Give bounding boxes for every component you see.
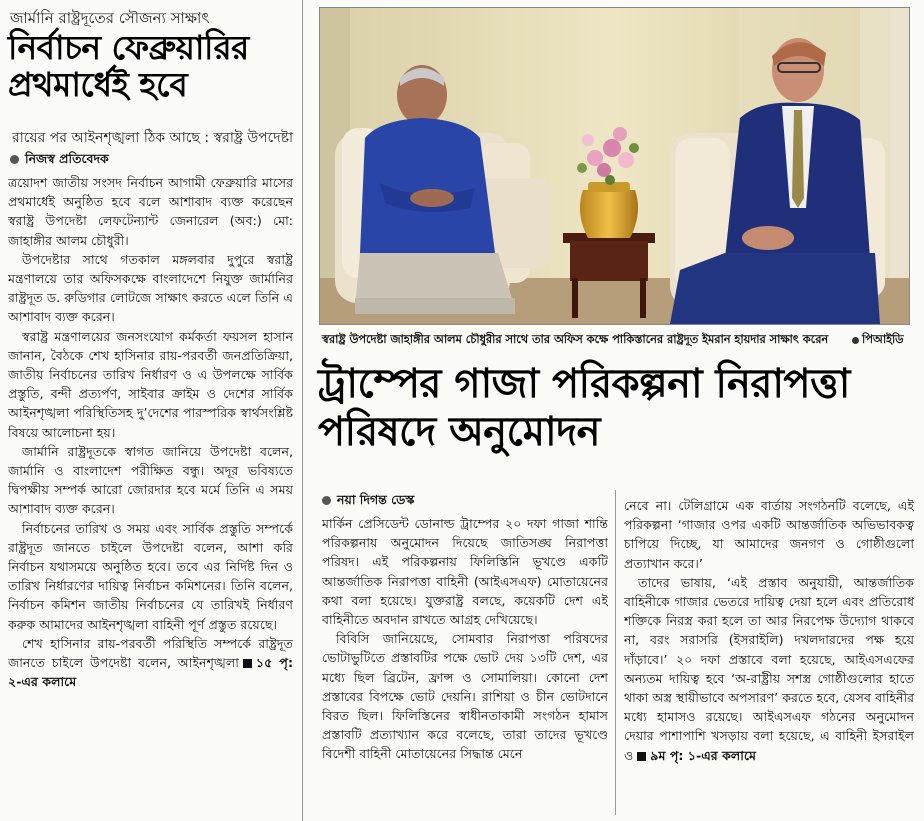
photo-illustration: [320, 8, 909, 324]
left-kicker: জার্মানি রাষ্ট্রদূতের সৌজন্য সাক্ষাৎ: [10, 9, 210, 27]
left-byline-text: নিজস্ব প্রতিবেদক: [25, 151, 109, 166]
left-paragraph-2: উপদেষ্টার সাথে গতকাল মঙ্গলবার দুপুরে স্বরাষ্ট্র মন্ত্রণালয়ে তার অফিসকক্ষে বাংলাদেশে নিযুক্ত জার্মানির রাষ্ট্রদূত ড. রুডিগার লোটজে সাক্ষাৎ করতে এলে তিনি এ আশাবাদ ব্যক্ত করেন।: [8, 251, 293, 325]
right-byline: [322, 492, 414, 512]
left-headline: [8, 30, 300, 104]
byline-bullet-icon: [10, 155, 19, 164]
photo-credit: [852, 331, 904, 350]
byline-bullet-icon-2: [322, 496, 331, 505]
left-jump-text: ১৫ পৃ: ২-এর কলামে: [8, 655, 293, 690]
right-jump-line: [633, 748, 756, 763]
left-paragraph-5: নির্বাচনের তারিখ ও সময় এবং সার্বিক প্রস্তুতি সম্পর্কে রাষ্ট্রদূত জানতে চাইলে উপদেষ্টা বলেন, আশা করি নির্বাচন যথাসময়ে অনুষ্ঠিত হবে। তবে এর নির্দিষ্ট দিন ও তারিখ নির্ধারণের দায়িত্ব নির্বাচন কমিশনের। তিনি বলেন, নির্বাচন কমিশন জাতীয় নির্বাচনের যে তারিখই নির্ধারণ করুক আমাদের আইনশৃঙ্খলা বাহিনী পূর্ণ প্রস্তুত রয়েছে।: [8, 520, 293, 632]
left-paragraph-4: জার্মানি রাষ্ট্রদূতকে স্বাগত জানিয়ে উপদেষ্টা বলেন, জার্মানি ও বাংলাদেশ পরীক্ষিত বন্ধু। অদূর ভবিষ্যতে দ্বিপক্ষীয় সম্পর্ক আরো জোরদার হবে মর্মে তিনি এ সময় আশাবাদ ব্যক্ত করেন।: [8, 443, 293, 517]
right-body-col2: [624, 496, 914, 816]
right-col2-paragraph-2: [624, 573, 914, 765]
jump-square-icon-2: [637, 752, 646, 761]
right-headline-line1: ট্রাম্পের গাজা পরিকল্পনা নিরাপত্তা: [318, 361, 850, 407]
news-photo: [319, 7, 910, 325]
right-col2-paragraph-1: নেবে না। টেলিগ্রামে এক বার্তায় সংগঠনটি বলেছে, এই পরিকল্পনা ‘গাজার ওপর একটি আন্তর্জাতিক অভিভাবকত্ব চাপিয়ে দিচ্ছে, যা আমাদের জনগণ ও গোষ্ঠীগুলো প্রত্যাখান করে।’: [624, 498, 914, 571]
left-headline-line1: নির্বাচন ফেব্রুয়ারির: [8, 28, 249, 67]
left-byline: [10, 151, 109, 171]
photo-credit-text: পিআইডি: [862, 333, 904, 346]
left-body: [8, 173, 293, 818]
right-byline-text: নয়া দিগন্ত ডেস্ক: [337, 492, 415, 507]
left-paragraph-3: স্বরাষ্ট্র মন্ত্রণালয়ের জনসংযোগ কর্মকর্তা ফয়সল হাসান জানান, বৈঠকে শেখ হাসিনার রায়-পরবর্তী জনপ্রতিক্রিয়া, জাতীয় নির্বাচনের তারিখ নির্ধারণ ও এ উপলক্ষে সার্বিক প্রস্তুতি, বন্দী প্রত্যর্পণ, সাইবার ক্রাইম ও দেশের সার্বিক আইনশৃঙ্খলা পরিস্থিতিসহ দু’দেশের পারস্পরিক স্বার্থসংশ্লিষ্ট বিষয়ে আলোচনা হয়।: [8, 328, 293, 440]
left-subhead: রায়ের পর আইনশৃঙ্খলা ঠিক আছে : স্বরাষ্ট্র উপদেষ্টা: [12, 130, 294, 146]
right-col1-paragraph-2: বিবিসি জানিয়েছে, সোমবার নিরাপত্তা পরিষদের ভোটাভুটিতে প্রস্তাবটির পক্ষে ভোট দেয় ১৩টি দেশ, এর মধ্যে ছিল ব্রিটেন, ফ্রান্স ও সোমালিয়া। কোনো দেশ প্রস্তাবের বিপক্ষে ভোট দেয়নি। রাশিয়া ও চীন ভোটদানে বিরত ছিল। ফিলিস্তিনের স্বাধীনতাকামী সংগঠন হামাস প্রস্তাবটি প্রত্যাখ্যান করে বলেছে, তারা তাদের ভূখণ্ডে বিদেশী বাহিনী মোতায়েনের সিদ্ধান্ত মেনে: [322, 631, 608, 762]
right-col1-paragraph-1: মার্কিন প্রেসিডেন্ট ডোনাল্ড ট্রাম্পের ২০ দফা গাজা শান্তি পরিকল্পনায় অনুমোদন দিয়েছে জাতিসঙ্ঘ নিরাপত্তা পরিষদ। এই পরিকল্পনায় ফিলিস্তিনি ভূখণ্ডে একটি আন্তর্জাতিক নিরাপত্তা বাহিনী (আইএসএফ) মোতায়েনের কথা বলা হয়েছে। যুক্তরাষ্ট্র বলছে, কয়েকটি দেশ এই বাহিনীতে অবদান রাখতে আগ্রহ দেখিয়েছে।: [322, 516, 608, 628]
jump-square-icon: [243, 659, 252, 668]
left-headline-line2: প্রথমার্ধেই হবে: [8, 64, 188, 104]
photo-caption-text: স্বরাষ্ট্র উপদেষ্টা জাহাঙ্গীর আলম চৌধুরীর সাথে তার অফিস কক্ষে পাকিস্তানের রাষ্ট্রদূত ইমরান হায়দার সাক্ষাৎ করেন: [322, 333, 829, 346]
right-body-col1: [322, 514, 608, 816]
credit-bullet-icon: [852, 337, 859, 344]
photo-caption: [322, 331, 828, 350]
left-paragraph-6-text: শেখ হাসিনার রায়-পরবর্তী পরিস্থিতি সম্পর্কে রাষ্ট্রদূত জানতে চাইলে উপদেষ্টা বলেন, আইনশৃঙ্খলা: [8, 635, 293, 671]
left-paragraph-6: [8, 634, 293, 692]
left-paragraph-1: ত্রয়োদশ জাতীয় সংসদ নির্বাচন আগামী ফেব্রুয়ারি মাসের প্রথমার্ধেই অনুষ্ঠিত হবে বলে আশাবাদ ব্যক্ত করেছেন স্বরাষ্ট্র উপদেষ্টা লেফটেন্যান্ট জেনারেল (অব:) মো: জাহাঙ্গীর আলম চৌধুরী।: [8, 175, 293, 248]
right-jump-text: ৯ম পৃ: ১-এর কলামে: [650, 747, 756, 763]
column-divider: [302, 0, 303, 821]
right-headline: [318, 360, 918, 456]
right-column-divider: [615, 490, 616, 815]
right-col2-paragraph-2-text: তাদের ভাষায়, ‘এই প্রস্তাব অনুযায়ী, আন্তর্জাতিক বাহিনীকে গাজার ভেতরে দায়িত্ব দেয়া হলে এবং প্রতিরোধ শক্তিকে নিরস্ত্র করা হলে তা আর নিরপেক্ষ উদ্যোগ থাকবে না, বরং সরাসরি (ইসরাইলি) দখলদারদের পক্ষ হয়ে দাঁড়াবে।’ ২০ দফা প্রস্তাবে বলা হয়েছে, আইএসএফের অন্যতম দায়িত্ব হবে ‘অ-রাষ্ট্রীয় সশস্ত্র গোষ্ঠীগুলোর হাতে থাকা অস্ত্র স্থায়ীভাবে অপসারণ’ করতে হবে, যেসব বাহিনীর মধ্যে হামাসও রয়েছে। আইএসএফ গঠনের অনুমোদন দেয়ার পাশাপাশি খসড়ায় বলা হয়েছে, এ বাহিনী ইসরাইল ও: [624, 574, 914, 763]
right-headline-line2: পরিষদে অনুমোদন: [318, 409, 600, 455]
